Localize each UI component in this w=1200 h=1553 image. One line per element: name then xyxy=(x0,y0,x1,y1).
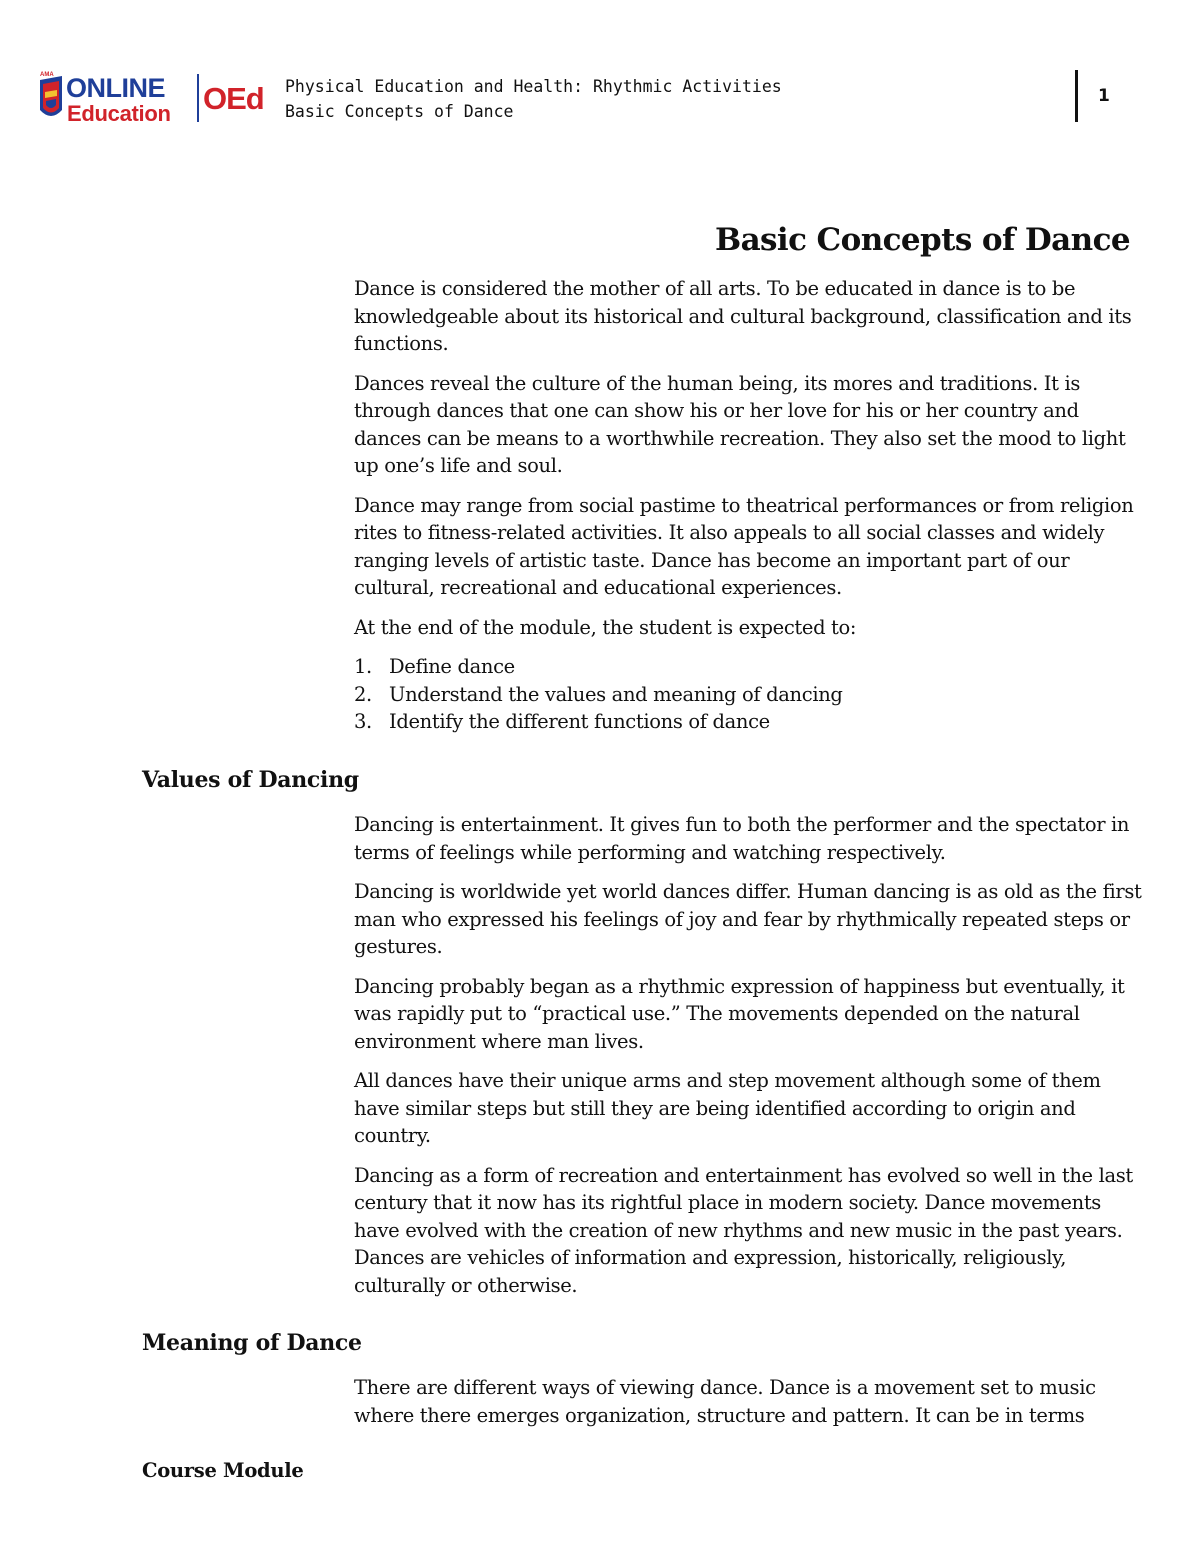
list-number: 1. xyxy=(354,655,372,678)
list-item-text: Define dance xyxy=(389,655,515,678)
meaning-section xyxy=(354,1374,1144,1441)
values-paragraph: Dancing is worldwide yet world dances differ. Human dancing is as old as the first man who expressed his feelings of joy and fear by rhythmically repeated steps or gestures. xyxy=(354,880,1142,958)
list-number: 3. xyxy=(354,710,372,733)
intro-paragraph: Dance may range from social pastime to theatrical performances or from religion rites to fitness-related activities. It also appeals to all social classes and widely ranging levels of artistic taste. Dance has become an important part of our cultural, recreational and educational experiences. xyxy=(354,493,1134,599)
meaning-heading: Meaning of Dance xyxy=(142,1330,362,1356)
intro-paragraph: Dance is considered the mother of all arts. To be educated in dance is to be knowledgeable about its historical and cultural background, classification and its functions. xyxy=(354,277,1132,355)
values-paragraph: Dancing probably began as a rhythmic expression of happiness but eventually, it was rapidly put to “practical use.” The movements depended on the natural environment where man lives. xyxy=(354,974,1125,1053)
logo-oed-text: OEd xyxy=(203,81,264,116)
values-paragraph: All dances have their unique arms and step movement although some of them have similar steps but still they are being identified according to origin and country. xyxy=(354,1069,1101,1147)
objectives-list xyxy=(354,653,1144,736)
header-topic-line: Basic Concepts of Dance xyxy=(285,102,514,121)
list-item xyxy=(354,681,1144,709)
page-number: 1 xyxy=(1098,86,1110,106)
objectives-lead: At the end of the module, the student is expected to: xyxy=(354,615,857,639)
meaning-paragraph: There are different ways of viewing dance. Dance is a movement set to music where there emerges organization, structure and pattern. It can be in terms xyxy=(354,1376,1096,1427)
logo-education-text: Education xyxy=(67,101,171,126)
intro-paragraph: Dances reveal the culture of the human being, its mores and traditions. It is through dances that one can show his or her love for his or her country and dances can be means to a worthwhile recreation. They also set the mood to light up one’s life and soul. xyxy=(354,371,1126,477)
logo-online-text: ONLINE xyxy=(66,73,166,103)
logo-ama-text: AMA xyxy=(40,72,54,78)
list-item-text: Identify the different functions of dance xyxy=(389,710,770,733)
list-item-text: Understand the values and meaning of dancing xyxy=(389,682,843,706)
online-education-logo xyxy=(36,70,272,126)
values-heading: Values of Dancing xyxy=(142,767,359,793)
running-header xyxy=(285,74,782,124)
header-divider xyxy=(1075,70,1078,122)
list-item xyxy=(354,708,1144,736)
footer-course-module: Course Module xyxy=(142,1459,304,1482)
list-item xyxy=(354,653,1144,681)
list-number: 2. xyxy=(354,682,372,706)
values-paragraph: Dancing as a form of recreation and entertainment has evolved so well in the last century that it now has its rightful place in modern society. Dance movements have evolved with the creation of new rhythms and new music in the past years. Dances are vehicles of information and expression, historically, religiously, culturally or otherwise. xyxy=(354,1163,1133,1297)
document-title: Basic Concepts of Dance xyxy=(714,222,1130,258)
intro-section xyxy=(354,275,1144,736)
values-paragraph: Dancing is entertainment. It gives fun to both the performer and the spectator in terms of feelings while performing and watching respectively. xyxy=(354,813,1130,864)
header-course-line: Physical Education and Health: Rhythmic Activities xyxy=(285,77,782,96)
values-section xyxy=(354,811,1144,1311)
